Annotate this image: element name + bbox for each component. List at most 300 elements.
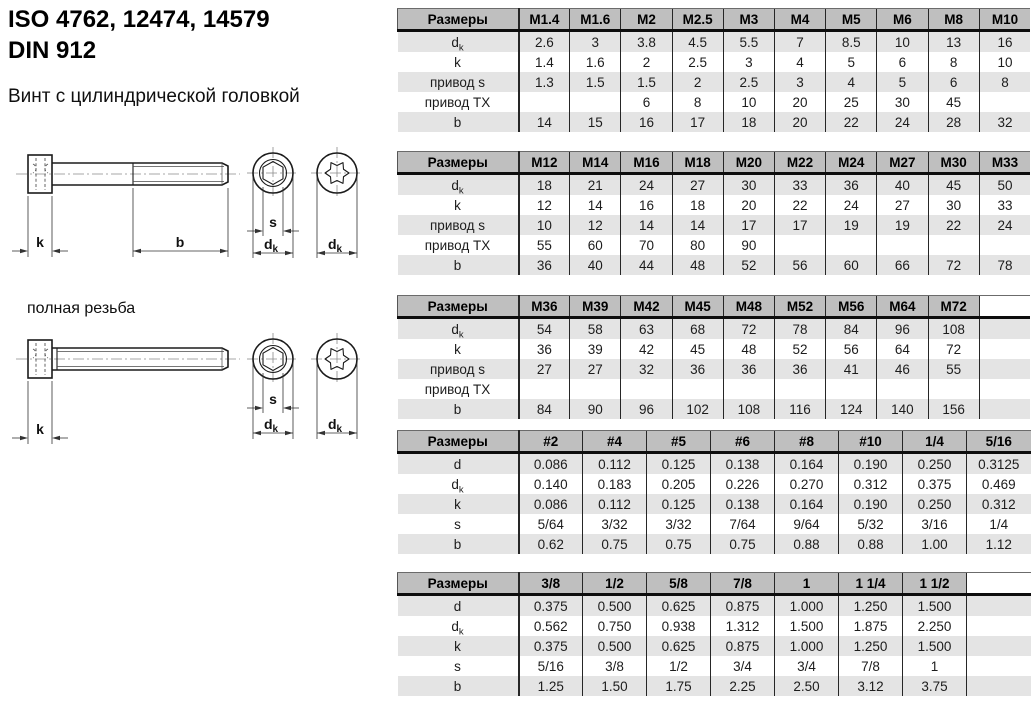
column-header: M8 <box>928 9 979 31</box>
table-row <box>398 595 1031 617</box>
value-cell: 0.125 <box>647 453 711 475</box>
row-label: привод TX <box>398 379 519 399</box>
value-cell: 20 <box>774 112 825 132</box>
value-cell: 1/2 <box>647 656 711 676</box>
row-label: $d_k$ <box>398 174 519 196</box>
column-header: M14 <box>570 152 621 174</box>
value-cell: 1.500 <box>903 595 967 617</box>
value-cell: 7/64 <box>711 514 775 534</box>
value-cell: 0.75 <box>647 534 711 554</box>
value-cell: 3 <box>570 31 621 53</box>
value-cell: 70 <box>621 235 672 255</box>
value-cell: 27 <box>570 359 621 379</box>
value-cell: 33 <box>774 174 825 196</box>
value-cell: 10 <box>979 52 1030 72</box>
value-cell: 3.12 <box>839 676 903 696</box>
value-cell: 0.75 <box>711 534 775 554</box>
column-header: M1.6 <box>570 9 621 31</box>
table-row <box>398 112 1031 132</box>
value-cell: 0.250 <box>903 453 967 475</box>
table-row <box>398 453 1031 475</box>
value-cell <box>979 339 1030 359</box>
value-cell: 16 <box>621 195 672 215</box>
arrowhead <box>52 249 60 254</box>
value-cell: 6 <box>621 92 672 112</box>
screw-full-thread-drawing <box>0 328 390 450</box>
value-cell: 13 <box>928 31 979 53</box>
row-label: привод s <box>398 215 519 235</box>
value-cell: 0.375 <box>519 595 583 617</box>
dimensions-table-4 <box>397 430 1031 554</box>
value-cell <box>519 92 570 112</box>
value-cell: 1.50 <box>583 676 647 696</box>
value-cell: 14 <box>672 215 723 235</box>
value-cell: 28 <box>928 112 979 132</box>
row-label: s <box>398 656 519 676</box>
table-header-label: Размеры <box>398 9 519 31</box>
value-cell: 5.5 <box>723 31 774 53</box>
value-cell: 36 <box>519 339 570 359</box>
dim-label-s: s <box>269 391 277 407</box>
column-header: M64 <box>877 296 928 318</box>
value-cell: 50 <box>979 174 1030 196</box>
subscript: k <box>458 626 464 636</box>
value-cell: 0.500 <box>583 595 647 617</box>
value-cell: 22 <box>928 215 979 235</box>
dimensions-table-5 <box>397 572 1031 696</box>
value-cell <box>723 379 774 399</box>
value-cell: 30 <box>877 92 928 112</box>
arrowhead <box>349 431 357 436</box>
table-row <box>398 494 1031 514</box>
value-cell: 1.875 <box>839 616 903 636</box>
value-cell: 20 <box>723 195 774 215</box>
value-cell: 0.190 <box>839 453 903 475</box>
arrowhead <box>253 251 261 256</box>
column-header: M20 <box>723 152 774 174</box>
value-cell: 72 <box>928 255 979 275</box>
value-cell: 0.086 <box>519 494 583 514</box>
page-title-standards: ISO 4762, 12474, 14579 <box>8 6 270 33</box>
table-metric-small <box>397 8 1030 132</box>
table-row <box>398 318 1031 340</box>
table-row <box>398 31 1031 53</box>
table-row <box>398 235 1031 255</box>
value-cell: 0.250 <box>903 494 967 514</box>
column-header: M3 <box>723 9 774 31</box>
table-imperial-large <box>397 572 1030 696</box>
column-header: M24 <box>826 152 877 174</box>
subscript: k <box>458 185 464 195</box>
value-cell: 72 <box>723 318 774 340</box>
value-cell: 0.750 <box>583 616 647 636</box>
value-cell: 36 <box>774 359 825 379</box>
value-cell: 63 <box>621 318 672 340</box>
value-cell: 1.00 <box>903 534 967 554</box>
dim-label-dk: $d_k$ <box>263 236 279 255</box>
value-cell <box>979 92 1030 112</box>
row-label: b <box>398 255 519 275</box>
row-label: k <box>398 195 519 215</box>
table-header-row <box>398 431 1031 453</box>
value-cell <box>774 235 825 255</box>
arrowhead <box>20 249 28 254</box>
value-cell <box>826 235 877 255</box>
value-cell <box>877 235 928 255</box>
value-cell: 0.205 <box>647 474 711 494</box>
table-row <box>398 636 1031 656</box>
table-imperial-small <box>397 430 1030 554</box>
table-header-row <box>398 296 1031 318</box>
value-cell: 10 <box>877 31 928 53</box>
column-header: M39 <box>570 296 621 318</box>
arrowhead <box>285 431 293 436</box>
value-cell: 7 <box>774 31 825 53</box>
arrowhead <box>220 249 228 254</box>
value-cell: 2.6 <box>519 31 570 53</box>
value-cell: 2.50 <box>775 676 839 696</box>
column-header: M22 <box>774 152 825 174</box>
value-cell: 1.250 <box>839 636 903 656</box>
row-label: k <box>398 494 519 514</box>
value-cell: 48 <box>723 339 774 359</box>
value-cell: 5 <box>826 52 877 72</box>
arrowhead <box>253 431 261 436</box>
value-cell <box>928 379 979 399</box>
column-header: M6 <box>877 9 928 31</box>
value-cell: 24 <box>877 112 928 132</box>
value-cell: 12 <box>519 195 570 215</box>
value-cell: 1.25 <box>519 676 583 696</box>
arrowhead <box>255 229 263 234</box>
value-cell: 6 <box>928 72 979 92</box>
value-cell <box>672 379 723 399</box>
table-row <box>398 534 1031 554</box>
value-cell: 30 <box>723 174 774 196</box>
value-cell: 45 <box>672 339 723 359</box>
value-cell: 0.164 <box>775 494 839 514</box>
value-cell: 0.112 <box>583 494 647 514</box>
value-cell: 4.5 <box>672 31 723 53</box>
table-row <box>398 474 1031 494</box>
value-cell: 0.312 <box>967 494 1031 514</box>
table-row <box>398 195 1031 215</box>
column-header: M2.5 <box>672 9 723 31</box>
row-label: $d_k$ <box>398 616 519 636</box>
subscript: k <box>458 329 464 339</box>
value-cell: 1 <box>903 656 967 676</box>
value-cell: 30 <box>928 195 979 215</box>
table-row <box>398 399 1031 419</box>
column-header: #10 <box>839 431 903 453</box>
value-cell: 0.625 <box>647 636 711 656</box>
value-cell: 55 <box>928 359 979 379</box>
arrowhead <box>317 251 325 256</box>
table-row <box>398 215 1031 235</box>
table-row <box>398 92 1031 112</box>
value-cell: 52 <box>774 339 825 359</box>
value-cell: 1.000 <box>775 636 839 656</box>
column-header: #2 <box>519 431 583 453</box>
arrowhead <box>52 436 60 441</box>
value-cell: 66 <box>877 255 928 275</box>
arrowhead <box>317 431 325 436</box>
table-header-row <box>398 152 1031 174</box>
value-cell: 0.226 <box>711 474 775 494</box>
value-cell: 1.4 <box>519 52 570 72</box>
value-cell: 124 <box>826 399 877 419</box>
value-cell: 2 <box>672 72 723 92</box>
table-row <box>398 676 1031 696</box>
value-cell: 108 <box>723 399 774 419</box>
value-cell: 3 <box>723 52 774 72</box>
value-cell: 72 <box>928 339 979 359</box>
value-cell: 8 <box>672 92 723 112</box>
value-cell: 78 <box>774 318 825 340</box>
dim-label-dk: $d_k$ <box>327 416 343 435</box>
value-cell: 18 <box>723 112 774 132</box>
column-header: 1 1/4 <box>839 573 903 595</box>
dimensions-table-2 <box>397 151 1030 275</box>
value-cell: 17 <box>723 215 774 235</box>
value-cell: 27 <box>672 174 723 196</box>
value-cell: 46 <box>877 359 928 379</box>
value-cell: 25 <box>826 92 877 112</box>
value-cell: 14 <box>570 195 621 215</box>
value-cell: 1/4 <box>967 514 1031 534</box>
value-cell: 1.000 <box>775 595 839 617</box>
column-header: #4 <box>583 431 647 453</box>
table-row <box>398 72 1031 92</box>
value-cell: 5 <box>877 72 928 92</box>
value-cell: 15 <box>570 112 621 132</box>
value-cell: 6 <box>877 52 928 72</box>
value-cell: 5/16 <box>519 656 583 676</box>
arrowhead <box>283 229 291 234</box>
value-cell: 56 <box>826 339 877 359</box>
screw-partial-thread-drawing <box>0 140 390 265</box>
value-cell <box>967 656 1031 676</box>
value-cell: 48 <box>672 255 723 275</box>
value-cell: 3.8 <box>621 31 672 53</box>
value-cell: 3 <box>774 72 825 92</box>
value-cell: 12 <box>570 215 621 235</box>
column-header: 1/4 <box>903 431 967 453</box>
column-header: #6 <box>711 431 775 453</box>
value-cell <box>877 379 928 399</box>
table-row <box>398 339 1031 359</box>
column-header: M10 <box>979 9 1030 31</box>
table-metric-large <box>397 295 1030 419</box>
arrowhead <box>20 436 28 441</box>
value-cell: 24 <box>621 174 672 196</box>
column-header: M48 <box>723 296 774 318</box>
value-cell: 17 <box>774 215 825 235</box>
value-cell: 0.270 <box>775 474 839 494</box>
value-cell: 5/64 <box>519 514 583 534</box>
value-cell: 1.250 <box>839 595 903 617</box>
value-cell: 0.190 <box>839 494 903 514</box>
column-header: M5 <box>826 9 877 31</box>
value-cell: 1.6 <box>570 52 621 72</box>
value-cell: 32 <box>979 112 1030 132</box>
value-cell: 22 <box>774 195 825 215</box>
value-cell: 68 <box>672 318 723 340</box>
value-cell: 60 <box>570 235 621 255</box>
column-header: M36 <box>519 296 570 318</box>
arrowhead <box>349 251 357 256</box>
value-cell: 5/32 <box>839 514 903 534</box>
row-label: k <box>398 636 519 656</box>
value-cell: 0.75 <box>583 534 647 554</box>
value-cell: 1.3 <box>519 72 570 92</box>
value-cell: 0.3125 <box>967 453 1031 475</box>
value-cell: 102 <box>672 399 723 419</box>
row-label: b <box>398 534 519 554</box>
value-cell: 40 <box>877 174 928 196</box>
table-header-label: Размеры <box>398 296 519 318</box>
row-label: b <box>398 112 519 132</box>
row-label: s <box>398 514 519 534</box>
table-row <box>398 514 1031 534</box>
dimension-tables-panel <box>397 8 1030 696</box>
column-header: M1.4 <box>519 9 570 31</box>
value-cell: 4 <box>774 52 825 72</box>
value-cell: 0.312 <box>839 474 903 494</box>
row-label: b <box>398 676 519 696</box>
row-label: k <box>398 339 519 359</box>
value-cell: 140 <box>877 399 928 419</box>
value-cell: 45 <box>928 92 979 112</box>
value-cell: 17 <box>672 112 723 132</box>
value-cell: 0.164 <box>775 453 839 475</box>
value-cell: 2 <box>621 52 672 72</box>
column-header: #8 <box>775 431 839 453</box>
value-cell: 3/32 <box>583 514 647 534</box>
column-header: M27 <box>877 152 928 174</box>
value-cell: 1.500 <box>775 616 839 636</box>
value-cell: 24 <box>979 215 1030 235</box>
value-cell: 27 <box>519 359 570 379</box>
value-cell: 0.183 <box>583 474 647 494</box>
value-cell <box>979 359 1030 379</box>
value-cell: 1.500 <box>903 636 967 656</box>
column-header: M2 <box>621 9 672 31</box>
value-cell <box>979 379 1030 399</box>
value-cell: 56 <box>774 255 825 275</box>
value-cell: 10 <box>519 215 570 235</box>
value-cell: 41 <box>826 359 877 379</box>
value-cell <box>967 676 1031 696</box>
value-cell: 90 <box>723 235 774 255</box>
value-cell: 0.500 <box>583 636 647 656</box>
value-cell: 40 <box>570 255 621 275</box>
table-header-row <box>398 9 1031 31</box>
page-title-din: DIN 912 <box>8 37 97 64</box>
column-header: #5 <box>647 431 711 453</box>
value-cell: 32 <box>621 359 672 379</box>
value-cell: 84 <box>519 399 570 419</box>
value-cell: 1.5 <box>621 72 672 92</box>
value-cell: 3/4 <box>775 656 839 676</box>
table-row <box>398 52 1031 72</box>
value-cell: 16 <box>621 112 672 132</box>
column-header: M18 <box>672 152 723 174</box>
value-cell: 24 <box>826 195 877 215</box>
value-cell: 1.12 <box>967 534 1031 554</box>
value-cell: 3/4 <box>711 656 775 676</box>
value-cell: 0.138 <box>711 494 775 514</box>
column-header: M33 <box>979 152 1030 174</box>
row-label: b <box>398 399 519 419</box>
column-header: 1/2 <box>583 573 647 595</box>
value-cell: 18 <box>519 174 570 196</box>
value-cell: 19 <box>826 215 877 235</box>
value-cell: 36 <box>672 359 723 379</box>
column-header: 5/8 <box>647 573 711 595</box>
column-header <box>967 573 1031 595</box>
value-cell: 2.25 <box>711 676 775 696</box>
value-cell: 80 <box>672 235 723 255</box>
value-cell: 54 <box>519 318 570 340</box>
dimensions-table-1 <box>397 8 1030 132</box>
value-cell: 0.562 <box>519 616 583 636</box>
table-header-label: Размеры <box>398 573 519 595</box>
full-thread-note: полная резьба <box>27 300 136 317</box>
value-cell: 21 <box>570 174 621 196</box>
product-name: Винт с цилиндрической головкой <box>8 86 300 107</box>
row-label: привод s <box>398 72 519 92</box>
value-cell <box>519 379 570 399</box>
dim-label-dk: $d_k$ <box>327 236 343 255</box>
column-header <box>979 296 1030 318</box>
value-cell <box>979 318 1030 340</box>
value-cell <box>979 235 1030 255</box>
value-cell: 0.875 <box>711 595 775 617</box>
value-cell: 0.140 <box>519 474 583 494</box>
value-cell: 58 <box>570 318 621 340</box>
value-cell: 8 <box>979 72 1030 92</box>
column-header: M12 <box>519 152 570 174</box>
value-cell: 156 <box>928 399 979 419</box>
value-cell: 1.312 <box>711 616 775 636</box>
row-label: $d_k$ <box>398 318 519 340</box>
dim-label-b: b <box>175 234 185 250</box>
dim-label-k: k <box>36 421 44 437</box>
value-cell: 52 <box>723 255 774 275</box>
value-cell: 0.625 <box>647 595 711 617</box>
value-cell: 2.250 <box>903 616 967 636</box>
table-header-label: Размеры <box>398 431 519 453</box>
value-cell: 3/16 <box>903 514 967 534</box>
value-cell: 16 <box>979 31 1030 53</box>
table-row <box>398 656 1031 676</box>
dim-label-s: s <box>269 214 277 230</box>
dim-label-k: k <box>36 234 44 250</box>
value-cell: 0.125 <box>647 494 711 514</box>
value-cell: 33 <box>979 195 1030 215</box>
column-header: M45 <box>672 296 723 318</box>
column-header: 1 1/2 <box>903 573 967 595</box>
arrowhead <box>133 249 141 254</box>
arrowhead <box>255 406 263 411</box>
value-cell: 0.88 <box>775 534 839 554</box>
row-label: привод s <box>398 359 519 379</box>
value-cell: 55 <box>519 235 570 255</box>
column-header: M52 <box>774 296 825 318</box>
value-cell: 19 <box>877 215 928 235</box>
column-header: M56 <box>826 296 877 318</box>
